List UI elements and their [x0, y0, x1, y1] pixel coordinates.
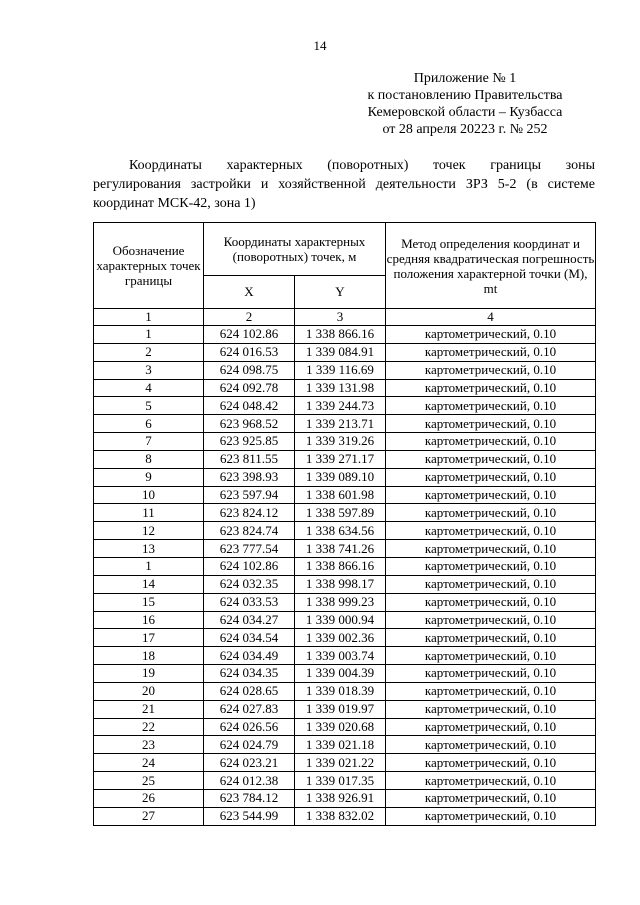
appendix-line-2: к постановлению Правительства	[367, 88, 563, 103]
cell-point: 15	[94, 593, 204, 611]
cell-y: 1 338 634.56	[295, 522, 386, 540]
appendix-line-1: Приложение № 1	[413, 71, 517, 86]
document-title	[93, 156, 595, 213]
table-row	[94, 415, 596, 433]
cell-x: 624 028.65	[204, 682, 295, 700]
table-row	[94, 326, 596, 344]
cell-point: 3	[94, 361, 204, 379]
cell-method: картометрический, 0.10	[386, 522, 596, 540]
cell-y: 1 339 000.94	[295, 611, 386, 629]
cell-x: 623 925.85	[204, 433, 295, 451]
cell-method: картометрический, 0.10	[386, 647, 596, 665]
cell-x: 624 016.53	[204, 343, 295, 361]
cell-x: 623 824.74	[204, 522, 295, 540]
cell-x: 624 012.38	[204, 772, 295, 790]
cell-x: 623 777.54	[204, 540, 295, 558]
cell-point: 23	[94, 736, 204, 754]
column-numbers-row	[94, 309, 596, 326]
cell-point: 8	[94, 450, 204, 468]
cell-point: 27	[94, 807, 204, 825]
cell-method: картометрический, 0.10	[386, 415, 596, 433]
cell-method: картометрический, 0.10	[386, 486, 596, 504]
cell-y: 1 338 926.91	[295, 789, 386, 807]
table-row	[94, 700, 596, 718]
cell-method: картометрический, 0.10	[386, 397, 596, 415]
cell-point: 12	[94, 522, 204, 540]
table-row	[94, 557, 596, 575]
table-row	[94, 807, 596, 825]
cell-x: 624 102.86	[204, 326, 295, 344]
header-point-designation: Обозначение характерных точек границы	[94, 223, 204, 309]
table-row	[94, 789, 596, 807]
cell-x: 624 032.35	[204, 575, 295, 593]
cell-y: 1 339 018.39	[295, 682, 386, 700]
cell-y: 1 339 116.69	[295, 361, 386, 379]
cell-point: 21	[94, 700, 204, 718]
cell-y: 1 339 003.74	[295, 647, 386, 665]
table-row	[94, 522, 596, 540]
cell-y: 1 339 004.39	[295, 665, 386, 683]
table-row	[94, 450, 596, 468]
header-coordinates: Координаты характерных (поворотных) точек, м	[204, 223, 386, 276]
cell-point: 11	[94, 504, 204, 522]
table-row	[94, 772, 596, 790]
cell-point: 14	[94, 575, 204, 593]
cell-method: картометрический, 0.10	[386, 433, 596, 451]
cell-y: 1 339 089.10	[295, 468, 386, 486]
cell-x: 624 033.53	[204, 593, 295, 611]
cell-x: 624 026.56	[204, 718, 295, 736]
cell-x: 624 048.42	[204, 397, 295, 415]
cell-y: 1 338 866.16	[295, 326, 386, 344]
cell-point: 17	[94, 629, 204, 647]
column-number: 1	[94, 309, 204, 326]
cell-method: картометрический, 0.10	[386, 736, 596, 754]
appendix-block	[330, 70, 600, 138]
cell-method: картометрический, 0.10	[386, 326, 596, 344]
cell-y: 1 338 601.98	[295, 486, 386, 504]
table-row	[94, 718, 596, 736]
cell-method: картометрический, 0.10	[386, 593, 596, 611]
cell-point: 10	[94, 486, 204, 504]
cell-y: 1 339 271.17	[295, 450, 386, 468]
cell-y: 1 339 021.18	[295, 736, 386, 754]
cell-point: 9	[94, 468, 204, 486]
cell-point: 13	[94, 540, 204, 558]
cell-point: 4	[94, 379, 204, 397]
cell-point: 22	[94, 718, 204, 736]
cell-y: 1 338 741.26	[295, 540, 386, 558]
cell-x: 624 102.86	[204, 557, 295, 575]
cell-method: картометрический, 0.10	[386, 450, 596, 468]
cell-x: 624 034.27	[204, 611, 295, 629]
cell-x: 623 544.99	[204, 807, 295, 825]
table-row	[94, 468, 596, 486]
cell-y: 1 339 017.35	[295, 772, 386, 790]
cell-method: картометрический, 0.10	[386, 504, 596, 522]
cell-method: картометрический, 0.10	[386, 682, 596, 700]
header-y: Y	[295, 276, 386, 309]
title-line-1: Координаты характерных (поворотных) точек границы зоны	[129, 158, 595, 173]
cell-y: 1 339 021.22	[295, 754, 386, 772]
cell-y: 1 338 832.02	[295, 807, 386, 825]
cell-y: 1 339 244.73	[295, 397, 386, 415]
cell-x: 623 784.12	[204, 789, 295, 807]
cell-method: картометрический, 0.10	[386, 665, 596, 683]
cell-x: 624 027.83	[204, 700, 295, 718]
column-number: 2	[204, 309, 295, 326]
cell-method: картометрический, 0.10	[386, 611, 596, 629]
coordinates-table	[93, 222, 596, 826]
cell-x: 623 398.93	[204, 468, 295, 486]
cell-y: 1 339 319.26	[295, 433, 386, 451]
cell-y: 1 339 020.68	[295, 718, 386, 736]
cell-y: 1 338 999.23	[295, 593, 386, 611]
header-method: Метод определения координат и средняя квадратическая погрешность положения характерной точки (M), mt	[386, 223, 596, 309]
table-row	[94, 754, 596, 772]
table-row	[94, 593, 596, 611]
cell-method: картометрический, 0.10	[386, 754, 596, 772]
column-number: 4	[386, 309, 596, 326]
page-number: 14	[313, 38, 327, 53]
cell-x: 624 034.49	[204, 647, 295, 665]
cell-x: 624 092.78	[204, 379, 295, 397]
cell-method: картометрический, 0.10	[386, 807, 596, 825]
table-row	[94, 665, 596, 683]
cell-point: 16	[94, 611, 204, 629]
cell-y: 1 339 019.97	[295, 700, 386, 718]
table-row	[94, 433, 596, 451]
table-row	[94, 575, 596, 593]
appendix-line-3: Кемеровской области – Кузбасса	[367, 105, 563, 120]
cell-method: картометрический, 0.10	[386, 629, 596, 647]
cell-method: картометрический, 0.10	[386, 557, 596, 575]
cell-point: 1	[94, 557, 204, 575]
cell-method: картометрический, 0.10	[386, 468, 596, 486]
cell-x: 624 034.54	[204, 629, 295, 647]
cell-point: 1	[94, 326, 204, 344]
cell-point: 20	[94, 682, 204, 700]
cell-x: 623 968.52	[204, 415, 295, 433]
table-row	[94, 629, 596, 647]
cell-y: 1 338 597.89	[295, 504, 386, 522]
appendix-line-4: от 28 апреля 20223 г. № 252	[382, 122, 548, 137]
cell-method: картометрический, 0.10	[386, 540, 596, 558]
table-row	[94, 379, 596, 397]
cell-y: 1 338 998.17	[295, 575, 386, 593]
cell-method: картометрический, 0.10	[386, 718, 596, 736]
cell-y: 1 338 866.16	[295, 557, 386, 575]
cell-point: 25	[94, 772, 204, 790]
cell-x: 624 024.79	[204, 736, 295, 754]
cell-point: 5	[94, 397, 204, 415]
table-body	[94, 326, 596, 826]
column-number: 3	[295, 309, 386, 326]
cell-method: картометрический, 0.10	[386, 575, 596, 593]
cell-point: 7	[94, 433, 204, 451]
cell-x: 623 811.55	[204, 450, 295, 468]
cell-x: 624 034.35	[204, 665, 295, 683]
cell-y: 1 339 002.36	[295, 629, 386, 647]
table-row	[94, 361, 596, 379]
table-row	[94, 736, 596, 754]
cell-point: 18	[94, 647, 204, 665]
cell-y: 1 339 084.91	[295, 343, 386, 361]
cell-method: картометрический, 0.10	[386, 700, 596, 718]
cell-x: 623 824.12	[204, 504, 295, 522]
cell-method: картометрический, 0.10	[386, 379, 596, 397]
table-row	[94, 647, 596, 665]
table-row	[94, 397, 596, 415]
header-x: X	[204, 276, 295, 309]
table-row	[94, 611, 596, 629]
cell-point: 6	[94, 415, 204, 433]
cell-method: картометрический, 0.10	[386, 789, 596, 807]
cell-point: 26	[94, 789, 204, 807]
table-row	[94, 504, 596, 522]
cell-x: 624 098.75	[204, 361, 295, 379]
title-line-3: координат МСК-42, зона 1)	[93, 196, 256, 211]
cell-x: 623 597.94	[204, 486, 295, 504]
table-row	[94, 486, 596, 504]
cell-y: 1 339 213.71	[295, 415, 386, 433]
cell-y: 1 339 131.98	[295, 379, 386, 397]
cell-x: 624 023.21	[204, 754, 295, 772]
title-line-2: регулирования застройки и хозяйственной деятельности ЗРЗ 5-2 (в системе	[93, 177, 595, 192]
cell-method: картометрический, 0.10	[386, 772, 596, 790]
cell-method: картометрический, 0.10	[386, 343, 596, 361]
cell-method: картометрический, 0.10	[386, 361, 596, 379]
cell-point: 19	[94, 665, 204, 683]
cell-point: 24	[94, 754, 204, 772]
cell-point: 2	[94, 343, 204, 361]
table-row	[94, 682, 596, 700]
table-row	[94, 540, 596, 558]
table-row	[94, 343, 596, 361]
